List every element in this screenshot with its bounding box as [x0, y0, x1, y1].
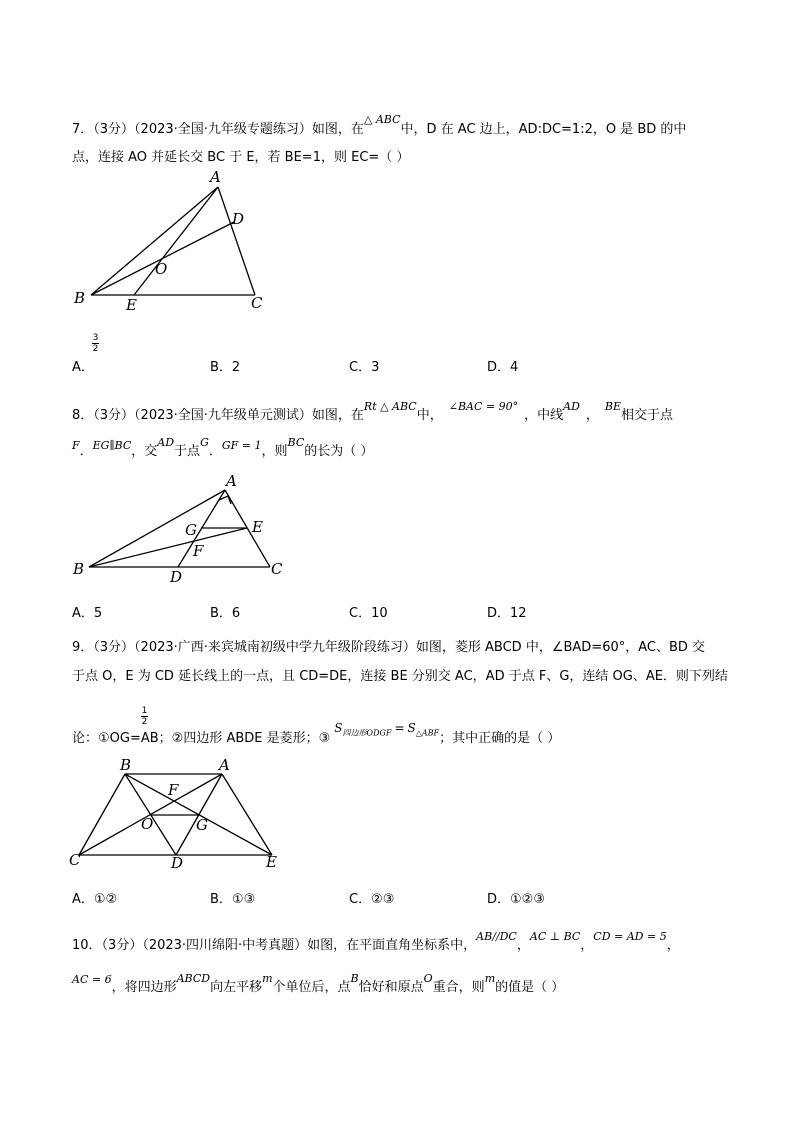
q10-line1 — [72, 930, 680, 953]
q8-bc: BC — [287, 436, 305, 449]
q9-label-o: O — [141, 815, 154, 833]
q8-label-a: A — [226, 472, 237, 490]
q9-question: ；其中正确的是（ ） — [439, 731, 561, 746]
q7-triangle-abc: △ ABC — [363, 113, 401, 126]
q10-point-b: B — [350, 972, 359, 985]
q8-eg-parallel-bc: EG∥BC — [92, 439, 132, 452]
q10-text-tail: 的值是（ ） — [495, 980, 565, 995]
q10-abcd: ABCD — [176, 972, 211, 985]
q10-comma3: ， — [666, 938, 680, 953]
q8-text-zhongxian: ，中线 — [524, 408, 564, 423]
q8-g: G — [200, 436, 209, 449]
q7-label-c: C — [251, 294, 263, 312]
q9-label-f: F — [168, 781, 179, 799]
q10-text-danwei: 个单位后，点 — [272, 980, 351, 995]
q10-cd-ad: CD = AD = 5 — [593, 930, 667, 943]
q10-m: m — [262, 972, 273, 985]
q10-stem-start: 10．（3分）（2023·四川绵阳·中考真题）如图，在平面直角坐标系中， — [72, 938, 477, 953]
q8-option-b: B．6 — [210, 606, 241, 621]
q10-origin-o: O — [423, 972, 433, 985]
q8-label-e: E — [252, 518, 263, 536]
q8-label-c: C — [271, 560, 283, 578]
q9-conclusion-2: AB；②四边形 ABDE 是菱形；③ — [140, 731, 331, 746]
q9-line1: 9．（3分）（2023·广西·来宾城南初级中学九年级阶段练习）如图，菱形 ABCD 中，∠BAD=60°，AC、BD 交 — [72, 640, 706, 655]
q8-label-b: B — [73, 560, 85, 578]
q8-label-d: D — [170, 568, 183, 586]
q8-gf: GF = 1 — [221, 439, 262, 452]
q8-label-g: G — [185, 521, 197, 539]
q8-option-c: C．10 — [349, 606, 388, 621]
q8-text-yudian: 于点 — [174, 444, 201, 459]
q7-frac-num: 3 — [92, 333, 99, 343]
q10-comma2: ， — [580, 938, 594, 953]
q7-frac-den: 2 — [92, 344, 99, 354]
q9-label-e: E — [266, 853, 277, 871]
q10-text-chonghe: 重合，则 — [432, 980, 485, 995]
q9-label-b: B — [120, 756, 132, 774]
q7-option-d: D．4 — [487, 360, 519, 375]
q9-area-right: $S_{\triangle ABF}$ — [407, 721, 440, 738]
q8-be: BE — [604, 400, 622, 413]
q8-text-jiao: ，交 — [131, 444, 158, 459]
q10-m2: m — [484, 972, 496, 985]
q7-option-c: C．3 — [349, 360, 380, 375]
q9-frac-den: 2 — [141, 717, 148, 727]
q10-ac-perp-bc: AC ⊥ BC — [529, 930, 581, 943]
q8-f: F — [72, 439, 80, 452]
q7-option-a-prefix: A． — [72, 360, 94, 375]
q9-option-d: D．①②③ — [487, 892, 545, 907]
q9-option-a: A．①② — [72, 892, 118, 907]
q8-text-zhong: 中， — [416, 408, 443, 423]
q8-angle-bac: ∠BAC = 90° — [448, 400, 519, 413]
q9-label-c: C — [69, 851, 81, 869]
q7-stem-start: 7．（3分）（2023·全国·九年级专题练习）如图，在 — [72, 122, 364, 137]
q7-option-b: B．2 — [210, 360, 241, 375]
q9-label-g: G — [196, 816, 208, 834]
q10-comma1: ， — [516, 938, 530, 953]
q8-option-a: A．5 — [72, 606, 103, 621]
q7-label-b: B — [74, 289, 86, 307]
q10-ab-parallel-dc: AB//DC — [476, 930, 517, 943]
q7-label-a: A — [210, 168, 221, 186]
q9-option-c: C．②③ — [349, 892, 395, 907]
q7-stem-rest: 中，D 在 AC 边上，AD:DC=1:2，O 是 BD 的中 — [400, 122, 687, 137]
q8-text-tail: 的长为（ ） — [304, 444, 374, 459]
q9-option-b: B．①③ — [210, 892, 256, 907]
q7-label-d: D — [232, 210, 245, 228]
q8-ad2: AD — [157, 436, 175, 449]
q9-frac-num: 1 — [141, 706, 148, 716]
q9-conclusion-1: 论：①OG= — [72, 731, 141, 746]
q10-text-yuandian: 恰好和原点 — [358, 980, 424, 995]
q10-line2 — [72, 972, 565, 995]
q10-text-jiang: ，将四边形 — [111, 980, 177, 995]
q8-dot2: ． — [208, 444, 222, 459]
q8-ad: AD — [563, 400, 580, 413]
q9-line2: 于点 O，E 为 CD 延长线上的一点，且 CD=DE，连接 BE 分别交 AC，AD 于点 F、G，连结 OG、AE．则下列结 — [72, 669, 728, 684]
q10-text-pingyi: 向左平移 — [210, 980, 263, 995]
q9-label-d: D — [171, 854, 184, 872]
q8-stem-start: 8．（3分）（2023·全国·九年级单元测试）如图，在 — [72, 408, 364, 423]
q8-text-xiangjiao: 相交于点 — [621, 408, 674, 423]
q7-label-e: E — [126, 296, 137, 314]
q8-dot: ． — [79, 444, 93, 459]
q9-equals: = — [394, 721, 405, 735]
q8-label-f: F — [193, 542, 204, 560]
q7-line2: 点，连接 AO 并延长交 BC 于 E，若 BE=1，则 EC=（ ） — [72, 150, 410, 165]
q9-label-a: A — [219, 756, 230, 774]
q8-text-ze: ，则 — [261, 444, 288, 459]
q8-comma: ， — [585, 408, 599, 423]
q8-rt-triangle: Rt △ ABC — [363, 400, 417, 413]
q9-area-left: $S_{四边形ODGF}$ — [334, 721, 392, 738]
q8-option-d: D．12 — [487, 606, 527, 621]
q10-ac6: AC = 6 — [72, 973, 112, 986]
q7-label-o: O — [155, 260, 168, 278]
